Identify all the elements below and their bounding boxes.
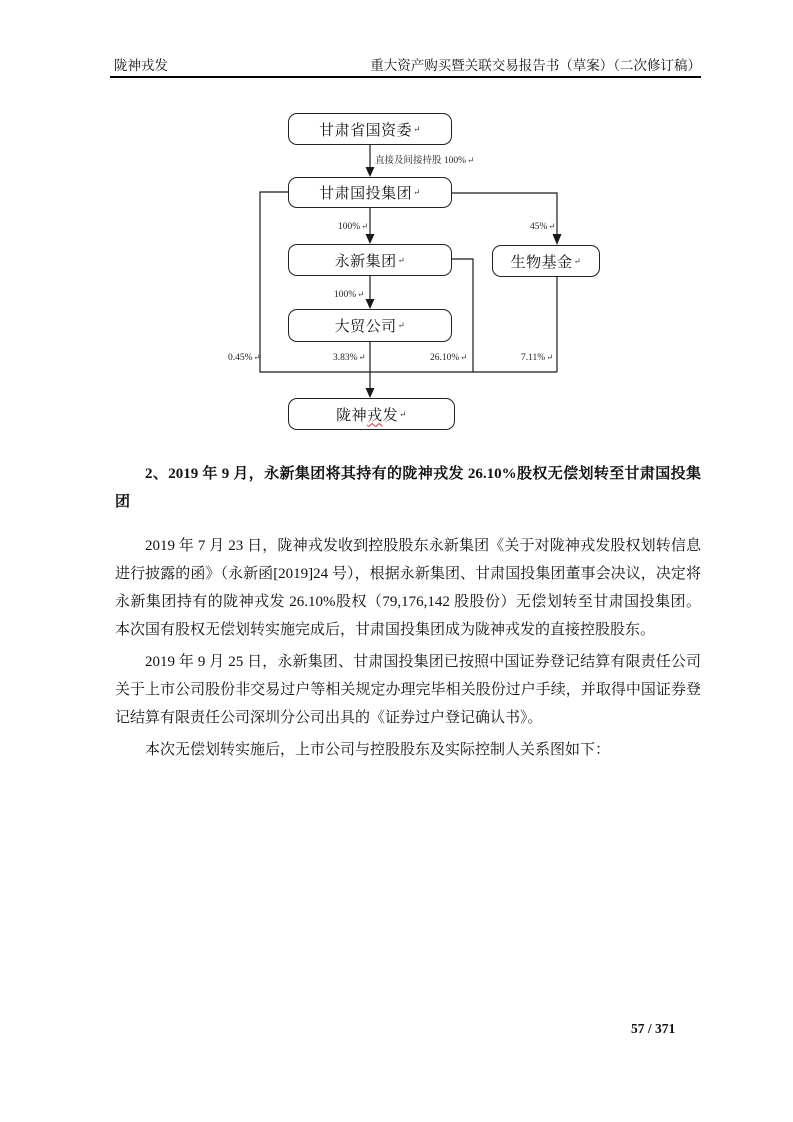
arrowhead-to-lssr	[366, 388, 375, 398]
header-left-title: 陇神戎发	[114, 58, 168, 73]
return-mark: ↵	[399, 408, 407, 419]
spellcheck-squiggle: 戎	[367, 407, 383, 424]
edge-label-383pct: 3.83%↵	[333, 352, 366, 363]
return-mark: ↵	[397, 320, 406, 330]
return-mark: ↵	[397, 254, 406, 265]
return-mark: ↵	[413, 123, 421, 134]
header-right-title: 重大资产购买暨关联交易报告书（草案）（二次修订稿）	[370, 58, 701, 73]
node-biology-fund: 生物基金 ↵	[492, 245, 600, 277]
paragraph-3: 本次无偿划转实施后，上市公司与控股股东及实际控制人关系图如下：	[145, 742, 611, 758]
header-rule	[110, 76, 701, 78]
arrowhead-yxjt-dmgs	[366, 299, 375, 309]
node-gansu-guotou-group: 甘肃国投集团 ↵	[288, 177, 452, 208]
body-text	[115, 460, 701, 784]
return-mark: ↵	[413, 187, 421, 197]
edge-label-045pct: 0.45%↵	[228, 352, 261, 363]
arrowhead-gzw-gtjt	[366, 167, 375, 177]
arrowhead-gtjt-yxjt	[366, 234, 375, 244]
arrowhead-gtjt-swjj	[553, 234, 562, 245]
edge-label-711pct: 7.11%↵	[521, 352, 554, 363]
edge-label-2610pct: 26.10%↵	[430, 352, 468, 363]
edge-label-100pct-yxjt-dmgs: 100%↵	[334, 289, 365, 300]
node-longshen-rongfa: 陇神 戎 发 ↵	[288, 398, 455, 430]
edge-label-direct-indirect-100: 直接及间接持股 100%↵	[375, 155, 475, 166]
paragraph-2: 2019 年 9 月 25 日，永新集团、甘肃国投集团已按照中国证券登记结算有限责任公司关于上市公司股份非交易过户等相关规定办理完毕相关股份过户手续，并取得中国证券登记结算有限责任公司深圳分公司出具的《证券过户登记确认书》。	[115, 654, 701, 726]
page-header	[114, 54, 701, 74]
edge-label-45pct: 45%↵	[530, 221, 556, 232]
node-yongxin-group: 永新集团 ↵	[288, 244, 452, 276]
node-gansu-sasac: 甘肃省国资委 ↵	[288, 113, 452, 145]
edge-label-100pct-gtjt-yxjt: 100%↵	[338, 221, 369, 232]
node-damao-company: 大贸公司 ↵	[288, 309, 452, 342]
page-number: 57 / 371	[631, 1021, 676, 1036]
section-heading: 2、2019 年 9 月，永新集团将其持有的陇神戎发 26.10%股权无偿划转至甘肃国投集团	[115, 466, 701, 510]
return-mark: ↵	[573, 255, 582, 266]
paragraph-1: 2019 年 7 月 23 日，陇神戎发收到控股股东永新集团《关于对陇神戎发股权划转信息进行披露的函》（永新函[2019]24 号），根据永新集团、甘肃国投集团董事会决议，决定将永新集团持有的陇神戎发 26.10%股权（79,176,142 股股份）无偿划转至甘肃国投集团。本次国有股权无偿划转实施完成后，甘肃国投集团成为陇神戎发的直接控股股东。	[115, 538, 701, 638]
